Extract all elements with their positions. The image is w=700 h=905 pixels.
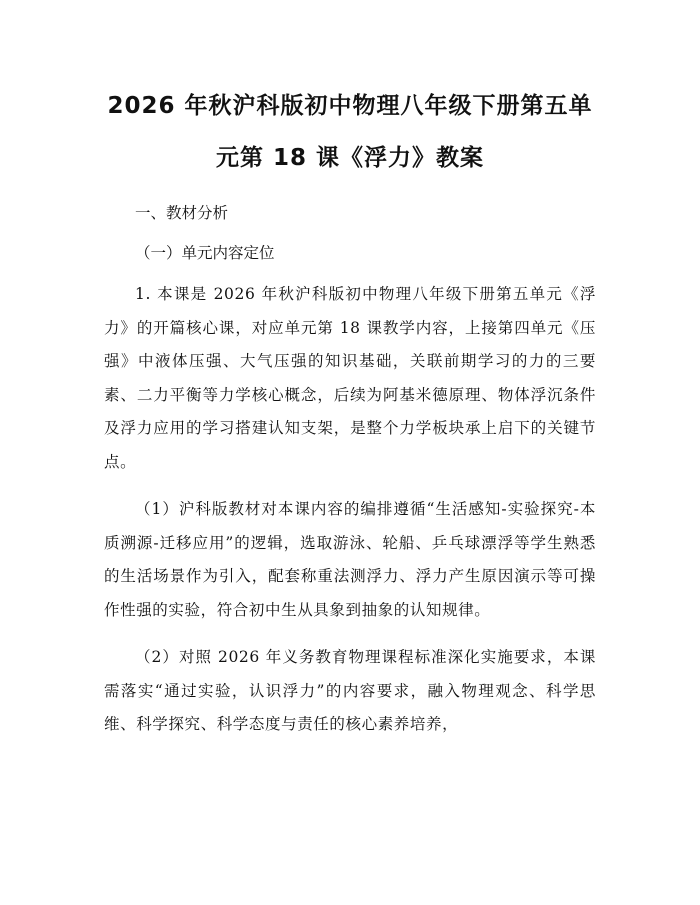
document-title xyxy=(104,80,596,184)
title-line-1: 2026 年秋沪科版初中物理八年级下册第五单 xyxy=(107,93,593,119)
paragraph-2: （1）沪科版教材对本课内容的编排遵循“生活感知-实验探究-本质溯源-迁移应用”的逻辑，选取游泳、轮船、乒乓球漂浮等学生熟悉的生活场景作为引入，配套称重法测浮力、浮力产生原因演示等可操作性强的实验，符合初中生从具象到抽象的认知规律。 xyxy=(104,500,596,619)
paragraph-1: 1. 本课是 2026 年秋沪科版初中物理八年级下册第五单元《浮力》的开篇核心课，对应单元第 18 课教学内容，上接第四单元《压强》中液体压强、大气压强的知识基础，关联前期学习的力的三要素、二力平衡等力学核心概念，后续为阿基米德原理、物体浮沉条件及浮力应用的学习搭建认知支架，是整个力学板块承上启下的关键节点。 xyxy=(104,285,596,471)
paragraph-3: （2）对照 2026 年义务教育物理课程标准深化实施要求，本课需落实“通过实验，认识浮力”的内容要求，融入物理观念、科学思维、科学探究、科学态度与责任的核心素养培养， xyxy=(104,648,596,733)
subsection-heading: （一）单元内容定位 xyxy=(135,244,275,262)
title-line-2: 元第 18 课《浮力》教案 xyxy=(215,145,485,171)
section-heading: 一、教材分析 xyxy=(135,204,229,222)
